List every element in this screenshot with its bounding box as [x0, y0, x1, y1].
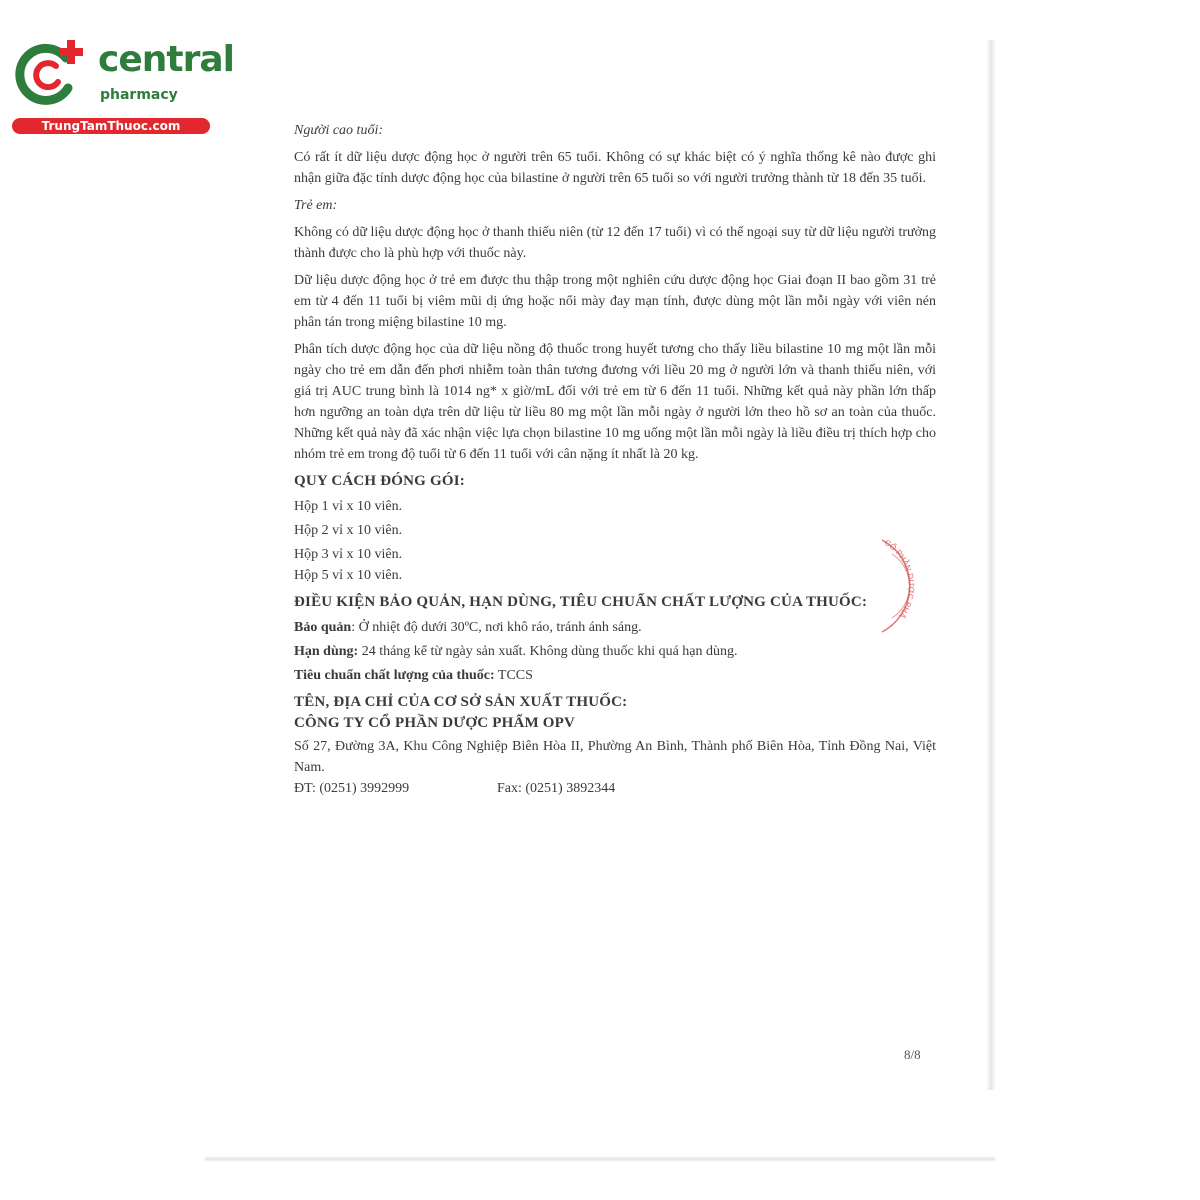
packaging-item: Hộp 2 vỉ x 10 viên. [294, 523, 403, 538]
packaging-title: QUY CÁCH ĐÓNG GÓI: [294, 473, 465, 489]
logo-website: TrungTamThuoc.com [12, 118, 210, 134]
document-body [294, 120, 936, 799]
page-edge-right [986, 40, 996, 1090]
standard-value: TCCS [494, 668, 533, 683]
manufacturer-phone: ĐT: (0251) 3992999 [294, 781, 410, 796]
central-pharmacy-logo[interactable] [10, 38, 234, 138]
standard-label: Tiêu chuẩn chất lượng của thuốc: [294, 668, 495, 683]
expiry-value: 24 tháng kể từ ngày sản xuất. Không dùng thuốc khi quá hạn dùng. [358, 644, 738, 659]
manufacturer-name: CÔNG TY CỔ PHẦN DƯỢC PHẨM OPV [294, 715, 576, 731]
children-paragraph-3: Phân tích dược động học của dữ liệu nồng độ thuốc trong huyết tương cho thấy liều bilastine 10 mg một lần mỗi ngày cho trẻ em dẫn đến phơi nhiễm toàn thân tương đương với liều 20 mg ở người lớn và thanh thiếu niên, với giá trị AUC trung bình là 1014 ng* x giờ/mL đối với trẻ em từ 6 đến 11 tuổi. Những kết quả này phần lớn thấp hơn ngưỡng an toàn dựa trên dữ liệu từ liều 80 mg một lần mỗi ngày ở người lớn theo hồ sơ an toàn của thuốc. Những kết quả này đã xác nhận việc lựa chọn bilastine 10 mg uống một lần mỗi ngày là liều điều trị thích hợp cho nhóm trẻ em trong độ tuổi từ 6 đến 11 tuổi với cân nặng ít nhất là 20 kg. [294, 342, 936, 462]
page-edge-bottom [205, 1156, 995, 1162]
stamp-text: CỔ PHẦN DƯỢC PHẨ [882, 537, 916, 620]
svg-text:CỔ PHẦN DƯỢC PHẨ [883, 538, 916, 620]
manufacturer-contact [294, 778, 936, 799]
children-paragraph-1: Không có dữ liệu dược động học ở thanh thiếu niên (từ 12 đến 17 tuổi) vì có thể ngoại suy từ dữ liệu người trưởng thành được cho là phù hợp với thuốc này. [294, 225, 936, 261]
expiry-label: Hạn dùng: [294, 644, 359, 659]
logo-brand-name: central [98, 39, 234, 80]
elderly-paragraph: Có rất ít dữ liệu dược động học ở người trên 65 tuổi. Không có sự khác biệt có ý nghĩa thống kê nào được ghi nhận giữa đặc tính dược động học của bilastine ở người trên 65 tuổi so với người trưởng thành từ 18 đến 35 tuổi. [294, 150, 936, 186]
manufacturer-fax: Fax: (0251) 3892344 [497, 781, 616, 796]
packaging-item: Hộp 1 vỉ x 10 viên. [294, 499, 403, 514]
storage-line [294, 617, 936, 638]
storage-title: ĐIỀU KIỆN BẢO QUẢN, HẠN DÙNG, TIÊU CHUẨN CHẤT LƯỢNG CỦA THUỐC: [294, 594, 868, 610]
page-number: 8/8 [904, 1047, 921, 1062]
packaging-item: Hộp 5 vỉ x 10 viên. [294, 568, 403, 583]
standard-line [294, 665, 936, 686]
logo-subtitle: pharmacy [100, 87, 178, 103]
storage-value: : Ở nhiệt độ dưới 30ºC, nơi khô ráo, tránh ánh sáng. [351, 620, 642, 635]
children-heading: Trẻ em: [294, 198, 338, 213]
packaging-item: Hộp 3 vỉ x 10 viên. [294, 547, 403, 562]
expiry-line [294, 641, 936, 662]
company-seal-stamp [878, 536, 922, 634]
manufacturer-title: TÊN, ĐỊA CHỈ CỦA CƠ SỞ SẢN XUẤT THUỐC: [294, 694, 628, 710]
children-paragraph-2: Dữ liệu dược động học ở trẻ em được thu thập trong một nghiên cứu dược động học Giai đoạn II bao gồm 31 trẻ em từ 4 đến 11 tuổi bị viêm mũi dị ứng hoặc nổi mày đay mạn tính, được dùng một lần mỗi ngày với viên nén phân tán trong miệng bilastine 10 mg. [294, 273, 936, 330]
pharmacy-cross-icon [10, 38, 90, 108]
elderly-heading: Người cao tuổi: [294, 123, 383, 138]
manufacturer-address: Số 27, Đường 3A, Khu Công Nghiệp Biên Hòa II, Phường An Bình, Thành phố Biên Hòa, Tỉnh Đồng Nai, Việt Nam. [294, 739, 936, 775]
storage-label: Bảo quản [294, 620, 352, 635]
